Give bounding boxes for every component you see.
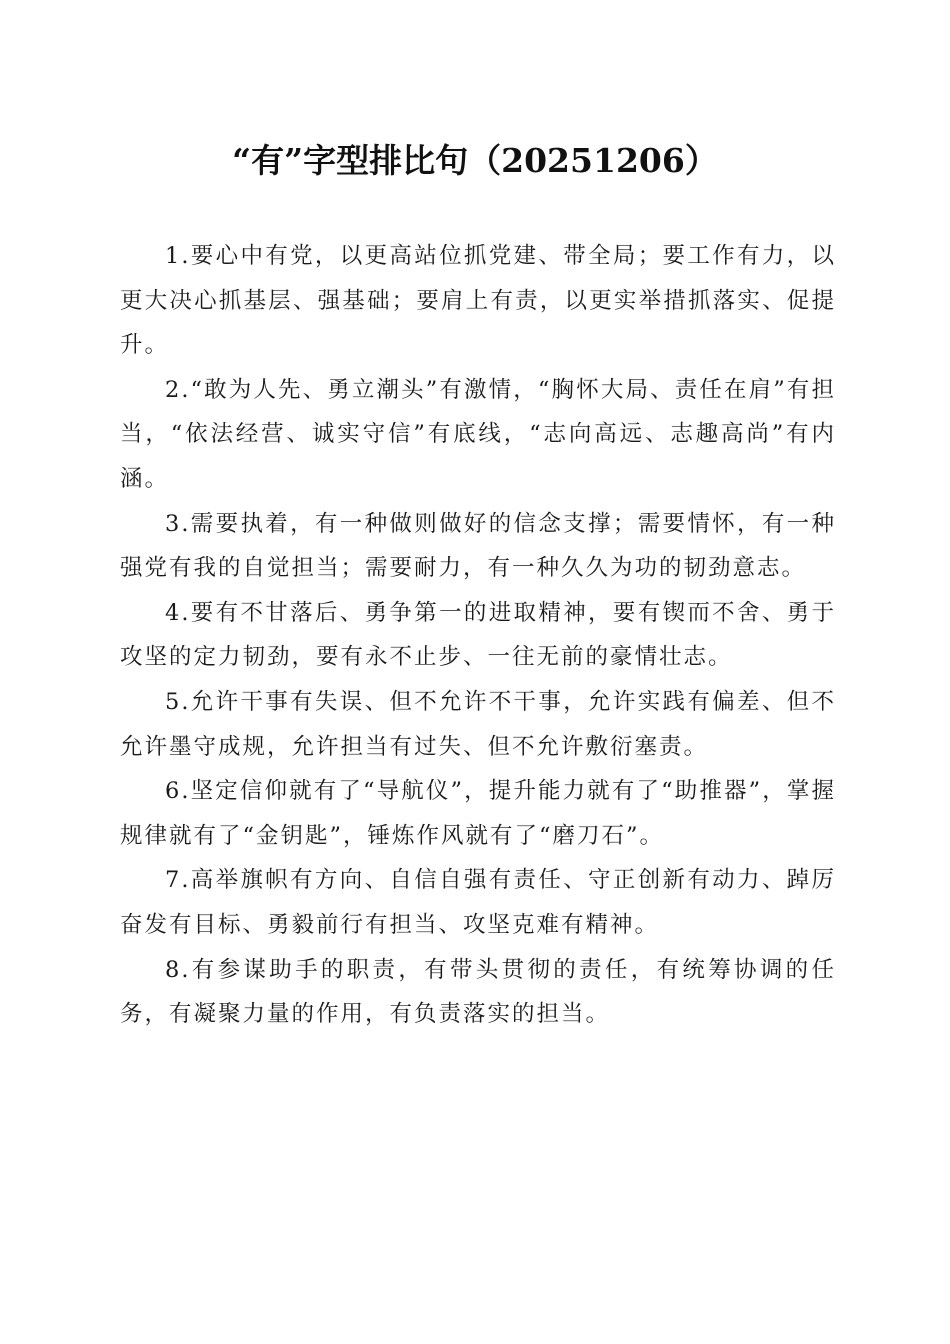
paragraph-6: 6.坚定信仰就有了“导航仪”，提升能力就有了“助推器”，掌握规律就有了“金钥匙”，锤炼作风就有了“磨刀石”。 (120, 778, 836, 849)
paragraph-3: 3.需要执着，有一种做则做好的信念支撑；需要情怀，有一种强党有我的自觉担当；需要耐力，有一种久久为功的韧劲意志。 (120, 510, 836, 582)
paragraph-8: 8.有参谋助手的职责，有带头贯彻的责任，有统筹协调的任务，有凝聚力量的作用，有负责落实的担当。 (120, 956, 836, 1028)
paragraph-4: 4.要有不甘落后、勇争第一的进取精神，要有锲而不舍、勇于攻坚的定力韧劲，要有永不止步、一往无前的豪情壮志。 (120, 599, 836, 671)
document-title: “有”字型排比句（20251206） (232, 141, 718, 180)
paragraph-2: 2.“敢为人先、勇立潮头”有激情，“胸怀大局、责任在肩”有担当，“依法经营、诚实守信”有底线，“志向高远、志趣高尚”有内涵。 (120, 376, 836, 492)
paragraph-1: 1.要心中有党，以更高站位抓党建、带全局；要工作有力，以更大决心抓基层、强基础；要肩上有责，以更实举措抓落实、促提升。 (120, 243, 836, 359)
document-body (120, 234, 836, 1037)
paragraph-5: 5.允许干事有失误、但不允许不干事，允许实践有偏差、但不允许墨守成规，允许担当有过失、但不允许敷衍塞责。 (120, 688, 836, 760)
paragraph-7: 7.高举旗帜有方向、自信自强有责任、守正创新有动力、踔厉奋发有目标、勇毅前行有担当、攻坚克难有精神。 (120, 867, 836, 938)
